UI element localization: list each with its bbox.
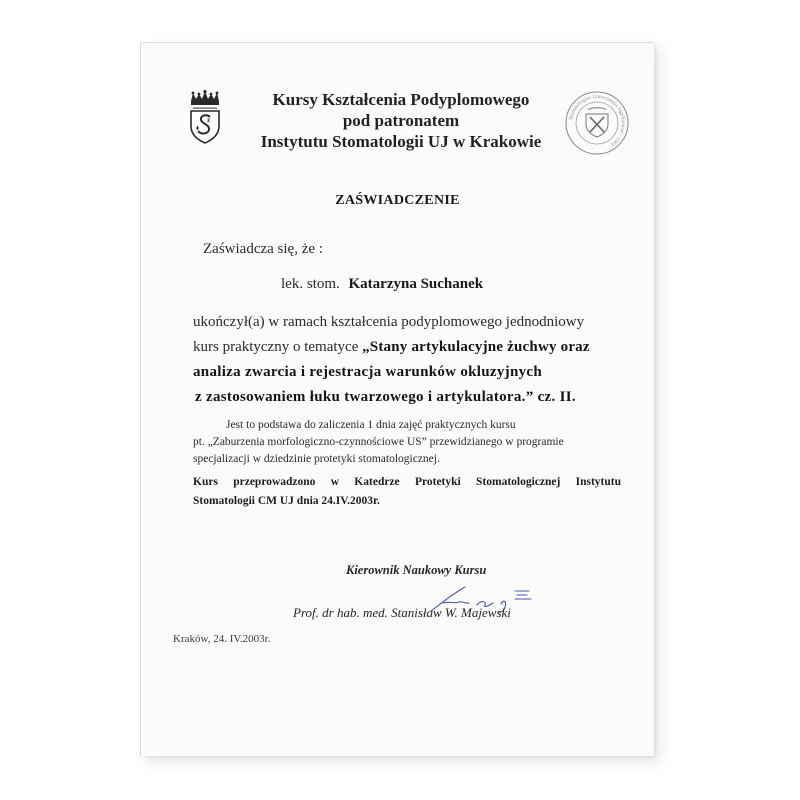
header-line-1: Kursy Kształcenia Podyplomowego	[272, 90, 530, 109]
recipient-name: Katarzyna Suchanek	[348, 276, 484, 292]
course-title-start: „Stany artykulacyjne żuchwy oraz	[362, 339, 590, 355]
header-line-2: pod patronatem	[342, 111, 460, 130]
course-title-line-2: analiza zwarcia i rejestracja warunków okluzyjnych	[193, 364, 542, 380]
header-line-3: Instytutu Stomatologii UJ w Krakowie	[260, 132, 542, 151]
credit-note	[193, 417, 623, 468]
body-line-2	[193, 335, 613, 360]
recipient	[281, 276, 483, 293]
university-seal-icon	[564, 90, 630, 156]
signatory-role: Kierownik Naukowy Kursu	[346, 563, 487, 577]
place-and-date: Kraków, 24. IV.2003r.	[173, 633, 271, 645]
note-line-2: pt. „Zaburzenia morfologiczno-czynnościowe US” przewidzianego w programie	[193, 436, 564, 448]
course-info-line-2: Stomatologii CM UJ dnia 24.IV.2003r.	[193, 495, 380, 507]
recipient-prefix: lek. stom.	[281, 276, 340, 292]
certificate-title: ZAŚWIADCZENIE	[335, 193, 460, 208]
course-info	[193, 473, 621, 511]
certificate-body	[193, 310, 613, 410]
body-line-2-plain: kurs praktyczny o tematyce	[193, 339, 363, 355]
course-title-line-3: z zastosowaniem łuku twarzowego i artykulatora.” cz. II.	[195, 389, 576, 405]
svg-text:Stomatologiae Universitatis Ja: Stomatologiae Universitatis Jagellonicae · 1961 ·	[568, 93, 627, 150]
institution-header	[241, 89, 561, 152]
note-line-3: specjalizacji w dziedzinie protetyki stomatologicznej.	[193, 453, 440, 465]
note-line-1: Jest to podstawa do zaliczenia 1 dnia zajęć praktycznych kursu	[226, 419, 516, 431]
body-line-1: ukończył(a) w ramach kształcenia podyplomowego jednodniowy	[193, 314, 585, 330]
crest-shield-icon	[187, 90, 223, 144]
intro-text: Zaświadcza się, że :	[203, 241, 323, 257]
signatory-name: Prof. dr hab. med. Stanisław W. Majewski	[293, 605, 511, 620]
svg-text:z: z	[207, 116, 211, 124]
certificate-paper	[140, 42, 654, 756]
course-info-line-1: Kurs przeprowadzono w Katedrze Protetyki Stomatologicznej Instytutu	[193, 476, 621, 488]
